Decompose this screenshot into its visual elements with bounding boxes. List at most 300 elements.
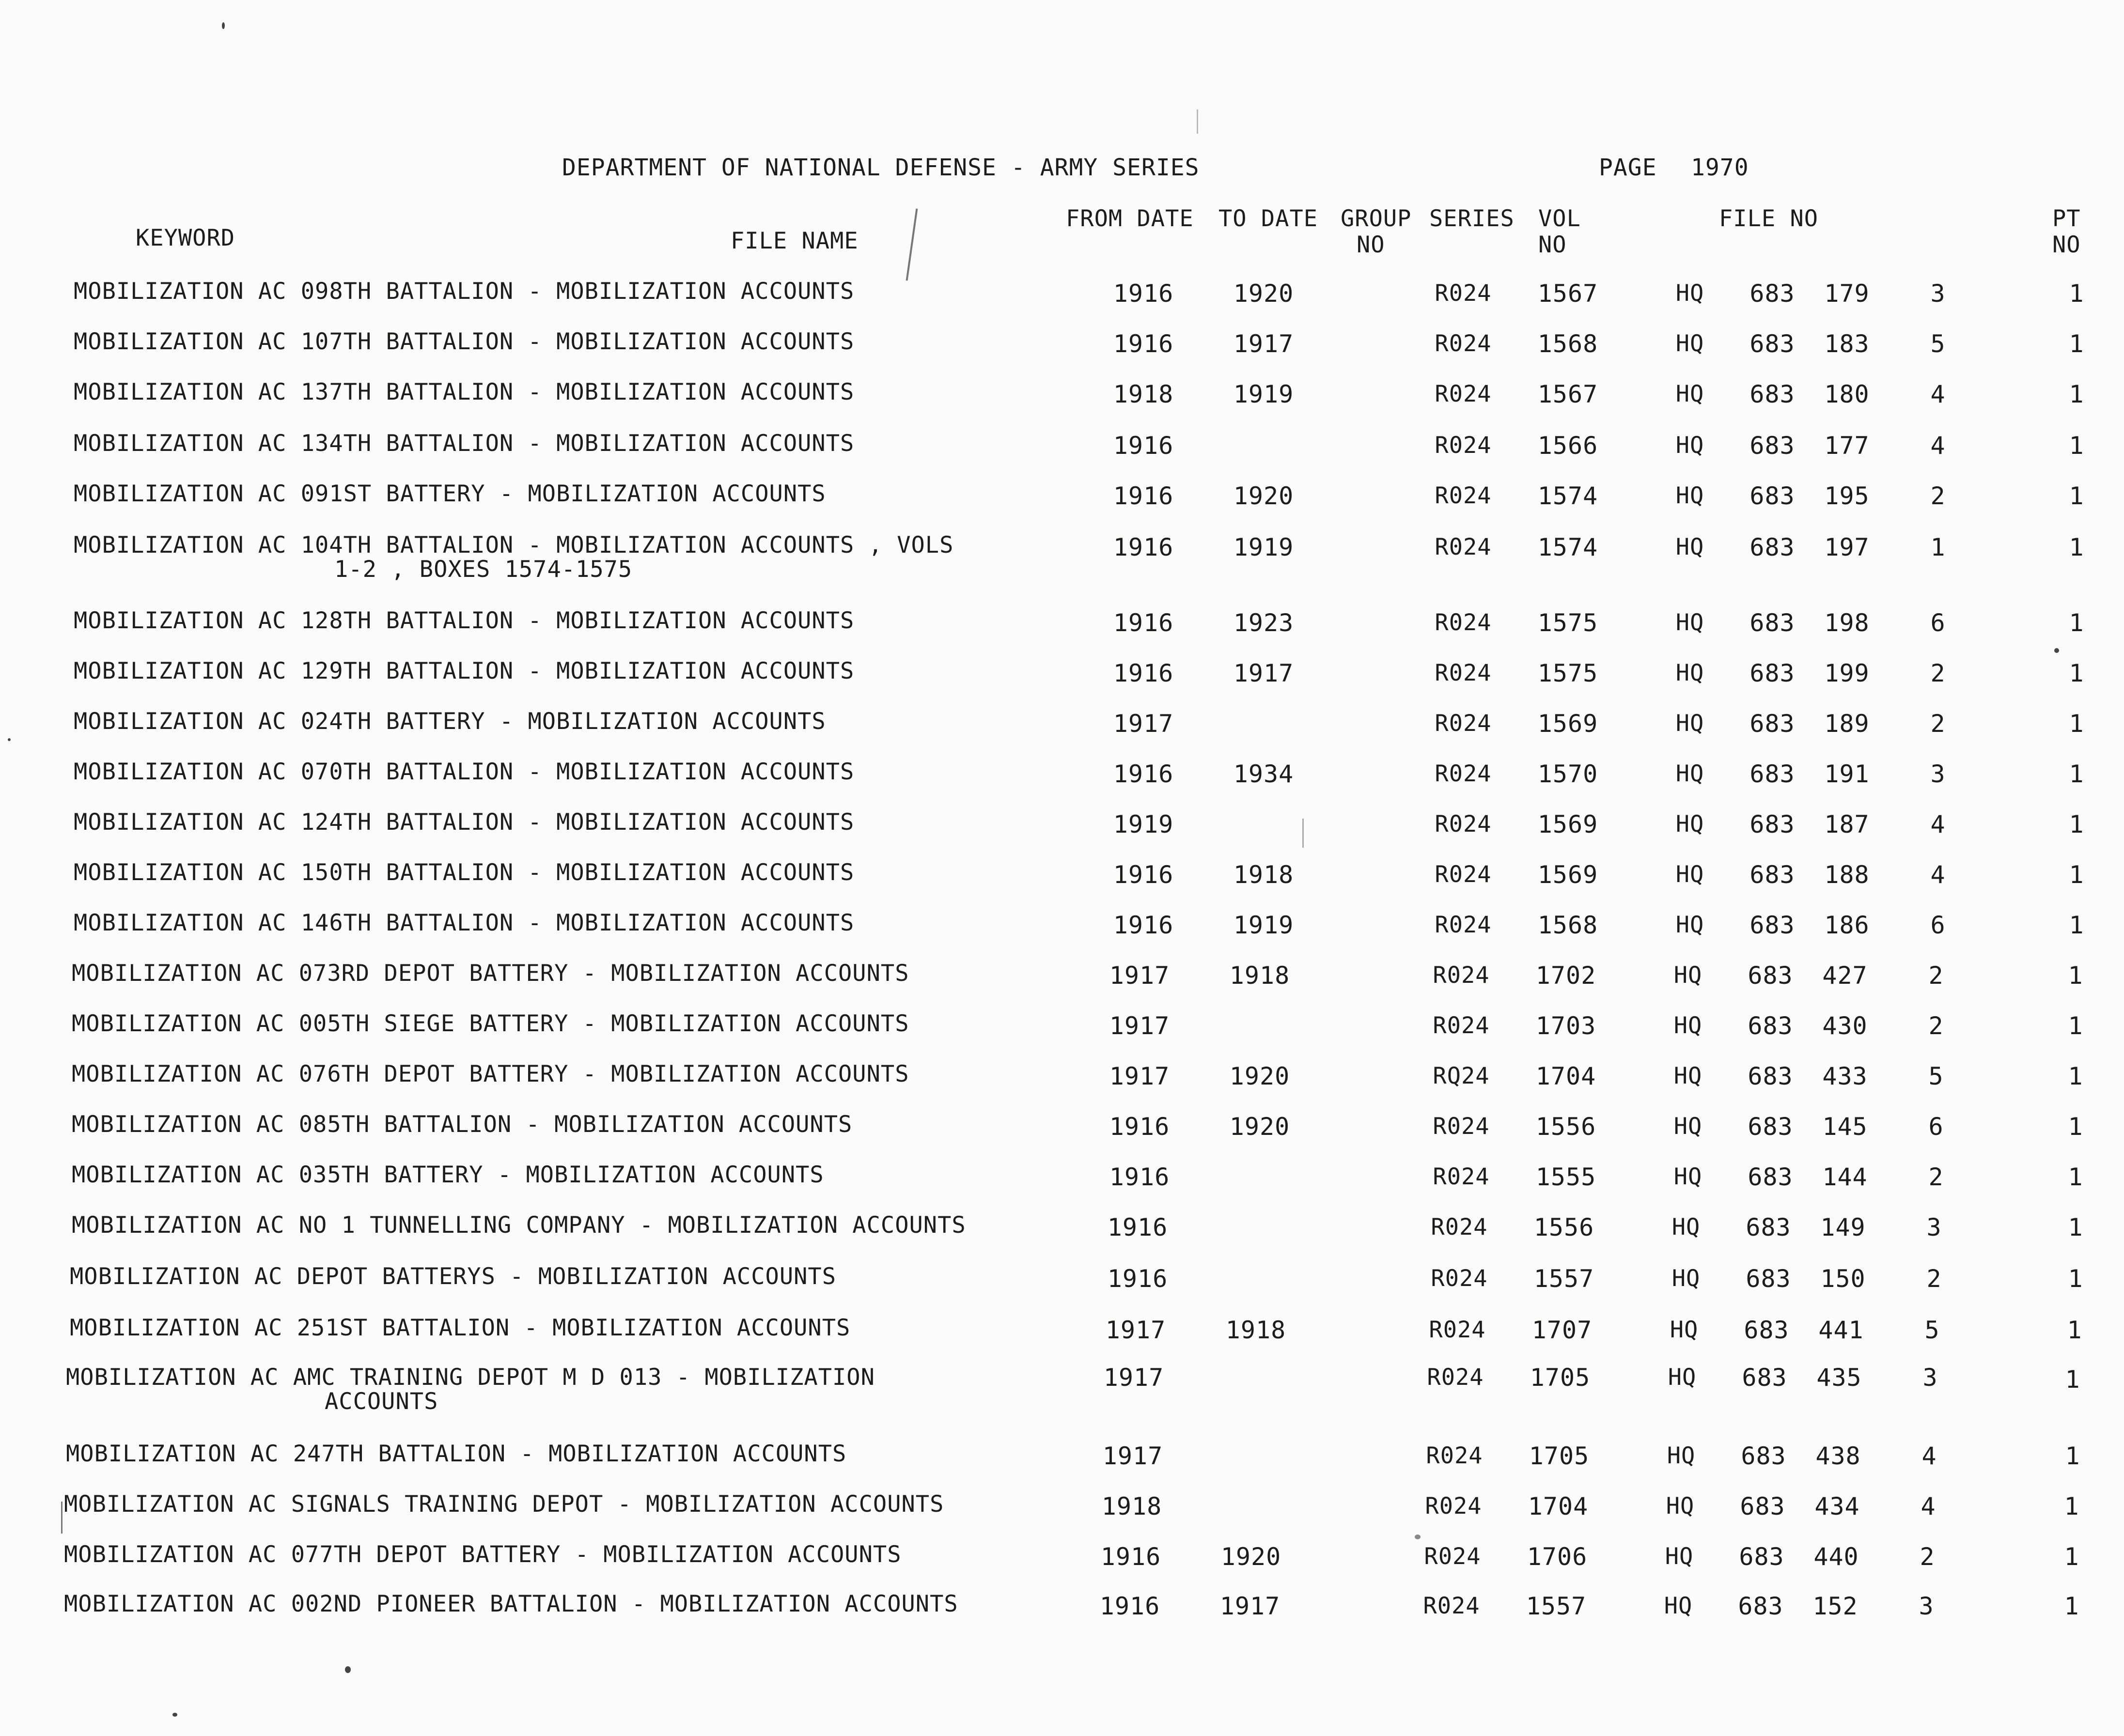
file-no-cell: 683	[1748, 961, 1793, 990]
file-no-cell: 2	[1930, 710, 1946, 738]
pt-no-cell: 1	[2069, 482, 2084, 510]
from-date-cell: 1917	[1103, 1364, 1164, 1392]
table-row	[0, 431, 2124, 460]
pt-no-cell: 1	[2069, 609, 2084, 637]
vol-cell: 1705	[1530, 1364, 1591, 1392]
vol-cell: 1557	[1526, 1592, 1587, 1620]
page-number: 1970	[1691, 154, 1749, 181]
file-no-cell: 152	[1812, 1592, 1858, 1620]
file-location-cell: HQ	[1675, 660, 1704, 686]
file-location-cell: HQ	[1675, 482, 1704, 509]
from-date-cell: 1916	[1109, 1163, 1170, 1191]
file-no-cell: 683	[1741, 1442, 1786, 1470]
table-row	[0, 659, 2124, 688]
file-no-cell: 4	[1921, 1442, 1937, 1470]
from-date-cell: 1917	[1105, 1316, 1166, 1344]
series-cell: R024	[1435, 710, 1492, 737]
file-no-cell: 3	[1926, 1213, 1942, 1241]
series-cell: R024	[1435, 660, 1492, 686]
series-cell: R024	[1427, 1364, 1484, 1391]
vol-cell: 1570	[1537, 760, 1598, 788]
file-location-cell: HQ	[1675, 760, 1704, 787]
file-no-cell: 683	[1746, 1265, 1791, 1293]
pt-no-cell: 1	[2068, 1012, 2083, 1040]
pt-no-cell: 1	[2069, 911, 2084, 939]
file-no-cell: 1	[1930, 533, 1946, 561]
file-no-cell: 2	[1920, 1543, 1935, 1571]
series-cell: R024	[1435, 609, 1492, 636]
from-date-cell: 1916	[1113, 760, 1174, 788]
pt-no-cell: 1	[2069, 760, 2084, 788]
vol-cell: 1556	[1533, 1213, 1594, 1241]
file-location-cell: HQ	[1671, 1265, 1701, 1292]
to-date-cell: 1918	[1229, 961, 1290, 990]
table-row	[0, 329, 2124, 358]
file-no-cell: 683	[1748, 1113, 1793, 1141]
pt-no-cell: 1	[2065, 1442, 2080, 1470]
file-location-cell: HQ	[1675, 609, 1704, 636]
file-no-cell: 683	[1748, 1163, 1793, 1191]
to-date-cell: 1919	[1233, 533, 1294, 561]
col-header-pt: PT	[2052, 205, 2081, 232]
file-name-cell: MOBILIZATION AC 104TH BATTALION - MOBILIZATION ACCOUNTS , VOLS	[74, 532, 954, 558]
file-no-cell: 683	[1748, 1012, 1793, 1040]
from-date-cell: 1916	[1113, 482, 1174, 510]
file-name-continuation: 1-2 , BOXES 1574-1575	[334, 556, 633, 583]
scan-mark	[1302, 819, 1304, 848]
pt-no-cell: 1	[2068, 1265, 2083, 1293]
pt-no-cell: 1	[2068, 1113, 2083, 1141]
from-date-cell: 1916	[1109, 1113, 1170, 1141]
vol-cell: 1556	[1535, 1113, 1596, 1141]
file-location-cell: HQ	[1667, 1442, 1696, 1469]
from-date-cell: 1916	[1113, 911, 1174, 939]
file-location-cell: HQ	[1675, 381, 1704, 407]
to-date-cell: 1920	[1229, 1062, 1290, 1090]
file-no-cell: 3	[1922, 1364, 1938, 1392]
series-cell: R024	[1435, 811, 1492, 837]
series-cell: R024	[1435, 432, 1492, 459]
from-date-cell: 1916	[1113, 861, 1174, 889]
file-location-cell: HQ	[1671, 1214, 1701, 1240]
file-no-cell: 683	[1749, 432, 1795, 460]
file-no-cell: 427	[1822, 961, 1868, 990]
to-date-cell: 1920	[1233, 279, 1294, 308]
file-no-cell: 179	[1824, 279, 1870, 308]
file-no-cell: 683	[1749, 710, 1795, 738]
series-cell: R024	[1425, 1493, 1482, 1519]
file-no-cell: 683	[1749, 609, 1795, 637]
to-date-cell: 1918	[1233, 861, 1294, 889]
file-name-cell: MOBILIZATION AC AMC TRAINING DEPOT M D 013 - MOBILIZATION	[66, 1364, 875, 1391]
vol-cell: 1574	[1537, 533, 1598, 561]
series-cell: R024	[1435, 482, 1492, 509]
file-no-cell: 683	[1746, 1213, 1791, 1241]
file-no-cell: 191	[1824, 760, 1870, 788]
col-header-keyword: KEYWORD	[136, 225, 235, 251]
pt-no-cell: 1	[2068, 961, 2083, 990]
vol-cell: 1569	[1537, 861, 1598, 889]
file-no-cell: 4	[1930, 810, 1946, 838]
file-name-cell: MOBILIZATION AC 005TH SIEGE BATTERY - MOBILIZATION ACCOUNTS	[72, 1010, 909, 1037]
from-date-cell: 1916	[1113, 659, 1174, 687]
to-date-cell: 1934	[1233, 760, 1294, 788]
from-date-cell: 1917	[1113, 710, 1174, 738]
from-date-cell: 1917	[1109, 1012, 1170, 1040]
pt-no-cell: 1	[2067, 1316, 2082, 1344]
series-cell: R024	[1435, 280, 1492, 307]
to-date-cell: 1917	[1233, 330, 1294, 358]
pt-no-cell: 1	[2069, 861, 2084, 889]
to-date-cell: 1919	[1233, 911, 1294, 939]
table-row	[0, 279, 2124, 308]
series-cell: R024	[1435, 330, 1492, 357]
file-location-cell: HQ	[1675, 280, 1704, 307]
file-no-cell: 180	[1824, 380, 1870, 408]
file-name-cell: MOBILIZATION AC 098TH BATTALION - MOBILIZATION ACCOUNTS	[74, 278, 855, 305]
pt-no-cell: 1	[2069, 279, 2084, 308]
file-name-cell: MOBILIZATION AC 024TH BATTERY - MOBILIZATION ACCOUNTS	[74, 708, 826, 735]
from-date-cell: 1917	[1102, 1442, 1163, 1470]
file-no-cell: 430	[1822, 1012, 1868, 1040]
from-date-cell: 1916	[1113, 279, 1174, 308]
file-no-cell: 150	[1820, 1265, 1866, 1293]
file-location-cell: HQ	[1670, 1317, 1699, 1343]
file-no-cell: 683	[1749, 659, 1795, 687]
pt-no-cell: 1	[2065, 1365, 2080, 1394]
series-cell: R024	[1423, 1593, 1480, 1619]
from-date-cell: 1916	[1113, 432, 1174, 460]
to-date-cell: 1917	[1233, 659, 1294, 687]
table-row	[0, 1492, 2124, 1521]
from-date-cell: 1916	[1113, 609, 1174, 637]
file-no-cell: 683	[1749, 482, 1795, 510]
file-no-cell: 186	[1824, 911, 1870, 939]
file-no-cell: 683	[1738, 1592, 1783, 1620]
from-date-cell: 1916	[1113, 533, 1174, 561]
file-name-cell: MOBILIZATION AC 129TH BATTALION - MOBILIZATION ACCOUNTS	[74, 658, 855, 684]
file-location-cell: HQ	[1673, 962, 1702, 989]
table-row	[0, 481, 2124, 511]
pt-no-cell: 1	[2068, 1062, 2083, 1090]
col-header-pt-no: NO	[2052, 232, 2081, 258]
file-no-cell: 177	[1824, 432, 1870, 460]
file-location-cell: HQ	[1675, 912, 1704, 938]
series-cell: RQ24	[1433, 1063, 1490, 1089]
table-row	[0, 760, 2124, 789]
file-location-cell: HQ	[1675, 432, 1704, 459]
file-no-cell: 4	[1930, 432, 1946, 460]
scan-speck	[222, 22, 225, 29]
scan-mark	[61, 1502, 62, 1534]
vol-cell: 1574	[1537, 482, 1598, 510]
file-no-cell: 683	[1749, 330, 1795, 358]
table-row	[0, 1162, 2124, 1192]
to-date-cell: 1923	[1233, 609, 1294, 637]
file-no-cell: 6	[1928, 1113, 1944, 1141]
pt-no-cell: 1	[2069, 330, 2084, 358]
vol-cell: 1567	[1537, 380, 1598, 408]
file-name-cell: MOBILIZATION AC 077TH DEPOT BATTERY - MOBILIZATION ACCOUNTS	[64, 1541, 902, 1568]
file-no-cell: 197	[1824, 533, 1870, 561]
file-no-cell: 145	[1822, 1113, 1868, 1141]
series-cell: R024	[1435, 760, 1492, 787]
file-no-cell: 683	[1749, 279, 1795, 308]
pt-no-cell: 1	[2069, 432, 2084, 460]
vol-cell: 1569	[1537, 710, 1598, 738]
series-cell: R024	[1431, 1214, 1488, 1240]
col-header-group-no: NO	[1357, 232, 1385, 258]
file-name-cell: MOBILIZATION AC 107TH BATTALION - MOBILIZATION ACCOUNTS	[74, 328, 855, 355]
pt-no-cell: 1	[2069, 810, 2084, 838]
table-row	[0, 608, 2124, 637]
file-name-cell: MOBILIZATION AC 076TH DEPOT BATTERY - MOBILIZATION ACCOUNTS	[72, 1061, 909, 1087]
file-name-continuation: ACCOUNTS	[325, 1388, 438, 1415]
from-date-cell: 1916	[1107, 1265, 1168, 1293]
file-location-cell: HQ	[1668, 1364, 1697, 1391]
file-name-cell: MOBILIZATION AC 247TH BATTALION - MOBILIZATION ACCOUNTS	[66, 1441, 847, 1467]
file-no-cell: 2	[1930, 482, 1946, 510]
pt-no-cell: 1	[2064, 1543, 2079, 1571]
file-no-cell: 198	[1824, 609, 1870, 637]
scan-mark	[906, 208, 918, 280]
file-name-cell: MOBILIZATION AC 137TH BATTALION - MOBILIZATION ACCOUNTS	[74, 379, 855, 405]
vol-cell: 1707	[1531, 1316, 1593, 1344]
file-name-cell: MOBILIZATION AC 073RD DEPOT BATTERY - MOBILIZATION ACCOUNTS	[72, 960, 909, 987]
table-row	[0, 380, 2124, 409]
file-location-cell: HQ	[1675, 811, 1704, 837]
file-location-cell: HQ	[1675, 861, 1704, 888]
vol-cell: 1704	[1528, 1492, 1589, 1520]
series-cell: R024	[1433, 1113, 1490, 1140]
file-no-cell: 2	[1926, 1265, 1942, 1293]
table-row	[0, 1442, 2124, 1471]
from-date-cell: 1918	[1113, 380, 1174, 408]
table-row	[0, 1542, 2124, 1571]
table-row	[0, 1264, 2124, 1293]
col-header-from-date: FROM DATE	[1066, 205, 1194, 232]
file-no-cell: 4	[1930, 380, 1946, 408]
table-row	[0, 810, 2124, 839]
file-no-cell: 195	[1824, 482, 1870, 510]
file-no-cell: 149	[1820, 1213, 1866, 1241]
table-row	[0, 911, 2124, 940]
file-name-cell: MOBILIZATION AC SIGNALS TRAINING DEPOT - MOBILIZATION ACCOUNTS	[64, 1491, 944, 1518]
file-name-cell: MOBILIZATION AC DEPOT BATTERYS - MOBILIZATION ACCOUNTS	[70, 1263, 837, 1290]
col-header-file-name: FILE NAME	[731, 228, 859, 254]
file-name-cell: MOBILIZATION AC NO 1 TUNNELLING COMPANY - MOBILIZATION ACCOUNTS	[72, 1212, 966, 1239]
col-header-file-no: FILE NO	[1719, 205, 1819, 232]
file-no-cell: 683	[1749, 911, 1795, 939]
to-date-cell: 1920	[1229, 1113, 1290, 1141]
pt-no-cell: 1	[2069, 533, 2084, 561]
from-date-cell: 1916	[1107, 1213, 1168, 1241]
series-cell: R024	[1424, 1543, 1481, 1570]
file-no-cell: 435	[1816, 1364, 1862, 1392]
file-location-cell: HQ	[1673, 1163, 1702, 1190]
scan-speck	[2054, 648, 2059, 653]
series-cell: R024	[1426, 1442, 1483, 1469]
file-no-cell: 4	[1921, 1492, 1936, 1520]
file-name-cell: MOBILIZATION AC 091ST BATTERY - MOBILIZATION ACCOUNTS	[74, 480, 826, 507]
file-name-cell: MOBILIZATION AC 070TH BATTALION - MOBILIZATION ACCOUNTS	[74, 759, 855, 785]
vol-cell: 1557	[1533, 1265, 1594, 1293]
to-date-cell: 1918	[1225, 1316, 1286, 1344]
file-location-cell: HQ	[1664, 1593, 1693, 1619]
table-row	[0, 1592, 2124, 1621]
file-no-cell: 683	[1748, 1062, 1793, 1090]
file-no-cell: 3	[1930, 279, 1946, 308]
scan-speck	[172, 1713, 177, 1717]
scan-speck	[1415, 1534, 1421, 1539]
file-location-cell: HQ	[1675, 534, 1704, 560]
file-no-cell: 441	[1818, 1316, 1864, 1344]
pt-no-cell: 1	[2068, 1213, 2083, 1241]
to-date-cell: 1917	[1219, 1592, 1281, 1620]
vol-cell: 1566	[1537, 432, 1598, 460]
scan-speck	[345, 1666, 351, 1673]
file-no-cell: 683	[1742, 1364, 1787, 1392]
file-location-cell: HQ	[1666, 1493, 1695, 1519]
vol-cell: 1703	[1535, 1012, 1596, 1040]
col-header-series: SERIES	[1429, 205, 1515, 232]
table-row	[0, 1316, 2124, 1345]
series-cell: R024	[1429, 1317, 1486, 1343]
series-cell: R024	[1435, 861, 1492, 888]
file-no-cell: 199	[1824, 659, 1870, 687]
file-location-cell: HQ	[1673, 1063, 1702, 1089]
file-location-cell: HQ	[1665, 1543, 1694, 1570]
file-no-cell: 187	[1824, 810, 1870, 838]
file-no-cell: 6	[1930, 609, 1946, 637]
table-row	[0, 1365, 2124, 1419]
file-location-cell: HQ	[1675, 710, 1704, 737]
file-name-cell: MOBILIZATION AC 035TH BATTERY - MOBILIZATION ACCOUNTS	[72, 1162, 824, 1188]
to-date-cell: 1920	[1233, 482, 1294, 510]
file-no-cell: 5	[1928, 1062, 1944, 1090]
file-no-cell: 5	[1930, 330, 1946, 358]
file-no-cell: 683	[1740, 1492, 1785, 1520]
vol-cell: 1575	[1537, 659, 1598, 687]
vol-cell: 1569	[1537, 810, 1598, 838]
col-header-vol-no: NO	[1538, 232, 1567, 258]
file-no-cell: 4	[1930, 861, 1946, 889]
table-row	[0, 533, 2124, 587]
file-no-cell: 183	[1824, 330, 1870, 358]
scan-mark	[1197, 109, 1198, 134]
from-date-cell: 1916	[1099, 1592, 1160, 1620]
vol-cell: 1702	[1535, 961, 1596, 990]
pt-no-cell: 1	[2069, 659, 2084, 687]
file-no-cell: 3	[1930, 760, 1946, 788]
series-cell: R024	[1431, 1265, 1488, 1292]
file-no-cell: 189	[1824, 710, 1870, 738]
series-cell: R024	[1435, 381, 1492, 407]
file-no-cell: 2	[1928, 1012, 1944, 1040]
file-name-cell: MOBILIZATION AC 251ST BATTALION - MOBILIZATION ACCOUNTS	[70, 1315, 851, 1341]
file-name-cell: MOBILIZATION AC 085TH BATTALION - MOBILIZATION ACCOUNTS	[72, 1111, 853, 1138]
series-cell: R024	[1435, 534, 1492, 560]
file-no-cell: 2	[1928, 961, 1944, 990]
file-no-cell: 2	[1930, 659, 1946, 687]
file-name-cell: MOBILIZATION AC 146TH BATTALION - MOBILIZATION ACCOUNTS	[74, 910, 855, 936]
table-row	[0, 860, 2124, 889]
document-title: DEPARTMENT OF NATIONAL DEFENSE - ARMY SERIES	[562, 154, 1200, 181]
series-cell: R024	[1435, 912, 1492, 938]
pt-no-cell: 1	[2069, 710, 2084, 738]
from-date-cell: 1917	[1109, 961, 1170, 990]
file-no-cell: 683	[1749, 533, 1795, 561]
file-no-cell: 683	[1739, 1543, 1784, 1571]
file-no-cell: 433	[1822, 1062, 1868, 1090]
col-header-group: GROUP	[1341, 205, 1412, 232]
vol-cell: 1568	[1537, 911, 1598, 939]
vol-cell: 1705	[1529, 1442, 1590, 1470]
vol-cell: 1568	[1537, 330, 1598, 358]
file-no-cell: 683	[1749, 760, 1795, 788]
table-row	[0, 1062, 2124, 1091]
table-row	[0, 1011, 2124, 1040]
series-cell: R024	[1433, 1163, 1490, 1190]
file-no-cell: 683	[1744, 1316, 1789, 1344]
file-no-cell: 683	[1749, 861, 1795, 889]
file-name-cell: MOBILIZATION AC 150TH BATTALION - MOBILIZATION ACCOUNTS	[74, 859, 855, 886]
vol-cell: 1575	[1537, 609, 1598, 637]
file-location-cell: HQ	[1673, 1012, 1702, 1039]
pt-no-cell: 1	[2069, 380, 2084, 408]
file-name-cell: MOBILIZATION AC 128TH BATTALION - MOBILIZATION ACCOUNTS	[74, 607, 855, 634]
vol-cell: 1704	[1535, 1062, 1596, 1090]
file-name-cell: MOBILIZATION AC 134TH BATTALION - MOBILIZATION ACCOUNTS	[74, 430, 855, 457]
file-no-cell: 438	[1815, 1442, 1861, 1470]
from-date-cell: 1917	[1109, 1062, 1170, 1090]
table-row	[0, 709, 2124, 738]
file-no-cell: 683	[1749, 810, 1795, 838]
col-header-to-date: TO DATE	[1218, 205, 1318, 232]
scan-speck	[8, 738, 11, 741]
from-date-cell: 1916	[1113, 330, 1174, 358]
table-row	[0, 961, 2124, 990]
vol-cell: 1555	[1535, 1163, 1596, 1191]
file-location-cell: HQ	[1673, 1113, 1702, 1140]
file-no-cell: 3	[1919, 1592, 1934, 1620]
pt-no-cell: 1	[2068, 1163, 2083, 1191]
vol-cell: 1567	[1537, 279, 1598, 308]
pt-no-cell: 1	[2064, 1592, 2079, 1620]
from-date-cell: 1916	[1100, 1543, 1161, 1571]
file-no-cell: 6	[1930, 911, 1946, 939]
table-row	[0, 1112, 2124, 1141]
file-no-cell: 683	[1749, 380, 1795, 408]
file-no-cell: 144	[1822, 1163, 1868, 1191]
from-date-cell: 1918	[1101, 1492, 1162, 1520]
series-cell: R024	[1433, 962, 1490, 989]
page-label: PAGE	[1599, 154, 1657, 181]
table-row	[0, 1213, 2124, 1242]
to-date-cell: 1920	[1220, 1543, 1281, 1571]
series-cell: R024	[1433, 1012, 1490, 1039]
file-no-cell: 5	[1924, 1316, 1940, 1344]
file-no-cell: 2	[1928, 1163, 1944, 1191]
file-no-cell: 188	[1824, 861, 1870, 889]
file-name-cell: MOBILIZATION AC 002ND PIONEER BATTALION - MOBILIZATION ACCOUNTS	[64, 1591, 958, 1617]
file-name-cell: MOBILIZATION AC 124TH BATTALION - MOBILIZATION ACCOUNTS	[74, 809, 855, 836]
file-no-cell: 434	[1814, 1492, 1860, 1520]
vol-cell: 1706	[1527, 1543, 1588, 1571]
col-header-vol: VOL	[1538, 205, 1581, 232]
file-location-cell: HQ	[1675, 330, 1704, 357]
to-date-cell: 1919	[1233, 380, 1294, 408]
